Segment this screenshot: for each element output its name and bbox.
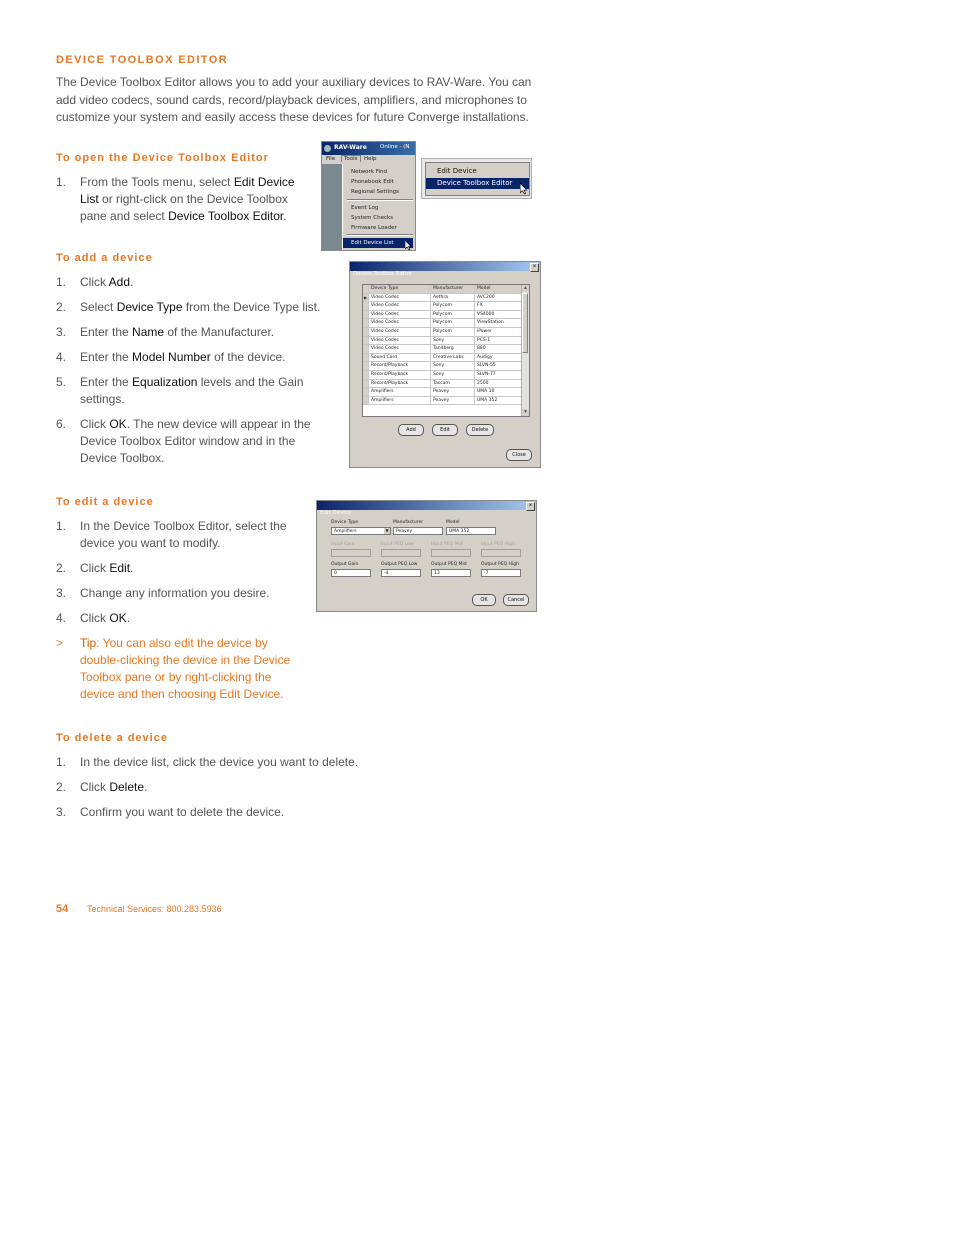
tip-text: device and then choosing Edit Device. <box>80 687 284 701</box>
step-text: Click <box>80 561 110 575</box>
delete-device-heading: To delete a device <box>56 732 168 744</box>
edit-button[interactable]: Edit <box>432 424 458 436</box>
step-text: In the Device Toolbox Editor, select the <box>80 519 287 533</box>
footer-text: Technical Services: 800.283.5936 <box>87 904 222 914</box>
ui-term: Device Toolbox Editor <box>168 209 284 223</box>
menubar <box>322 155 415 164</box>
manufacturer-cell: Peavey <box>431 397 475 406</box>
output-peq-high-label: Output PEQ High <box>481 562 519 567</box>
delete-button[interactable]: Delete <box>466 424 494 436</box>
step-text: Enter the <box>80 375 133 389</box>
menu-item-edit-device-list[interactable]: Edit Device List <box>343 238 413 248</box>
output-peq-mid-label: Output PEQ Mid <box>431 562 467 567</box>
manufacturer-cell: Polycom <box>431 302 475 311</box>
step-number: 3. <box>56 586 67 600</box>
step-text: Click <box>80 611 110 625</box>
output-peq-high-field[interactable]: -7 <box>481 569 521 577</box>
device-type-cell: Video Codec <box>369 328 431 337</box>
ui-term: List <box>80 192 99 206</box>
step-number: 3. <box>56 325 67 339</box>
table-row[interactable] <box>363 388 522 397</box>
output-peq-mid-field[interactable]: 13 <box>431 569 471 577</box>
table-row[interactable] <box>363 362 522 371</box>
app-titlebar <box>322 142 415 155</box>
step-text: . <box>130 275 134 289</box>
table-row[interactable] <box>363 294 522 303</box>
mouse-pointer-icon <box>405 240 413 251</box>
close-icon[interactable]: × <box>530 263 539 272</box>
device-type-cell: Video Codec <box>369 311 431 320</box>
grid-header <box>363 285 522 294</box>
tools-menu-screenshot <box>321 141 416 251</box>
step-text: settings. <box>80 392 125 406</box>
step-text: Confirm you want to delete the device. <box>80 805 285 819</box>
input-peq-high-field[interactable] <box>481 549 521 557</box>
device-type-cell: Record/Playback <box>369 380 431 389</box>
input-gain-label: Input Gain <box>331 542 355 547</box>
manufacturer-label: Manufacturer <box>393 520 424 525</box>
tip-marker: > <box>56 636 64 650</box>
model-field[interactable]: UMA 352 <box>446 527 496 535</box>
menu-tools[interactable]: Tools <box>341 155 361 162</box>
intro-line: add video codecs, sound cards, record/playback devices, amplifiers, and microphones to <box>56 92 527 107</box>
ui-term: Edit Device <box>233 175 295 189</box>
mouse-pointer-icon <box>520 183 529 195</box>
step-text: from the Device Type list. <box>182 300 321 314</box>
manufacturer-field[interactable]: Peavey <box>393 527 443 535</box>
manufacturer-cell: Polycom <box>431 311 475 320</box>
add-step-4 <box>56 349 326 366</box>
step-text: of the Manufacturer. <box>164 325 275 339</box>
output-peq-low-label: Output PEQ Low <box>381 562 418 567</box>
manufacturer-cell: Sony <box>431 362 475 371</box>
manufacturer-cell: Sony <box>431 337 475 346</box>
step-number: 2. <box>56 561 67 575</box>
table-row[interactable] <box>363 345 522 354</box>
input-peq-high-label: Input PEQ High <box>481 542 515 547</box>
model-cell: Audigy <box>475 354 522 363</box>
device-type-value: Amplifiers <box>334 529 357 534</box>
output-peq-low-field[interactable]: -4 <box>381 569 421 577</box>
input-peq-mid-label: Input PEQ Mid <box>431 542 463 547</box>
step-number: 5. <box>56 375 67 389</box>
step-number: 1. <box>56 519 67 533</box>
step-text: Enter the <box>80 350 133 364</box>
step-text: . The new device will appear in the <box>126 417 311 431</box>
device-type-label: Device Type <box>331 520 359 525</box>
manufacturer-cell: Sony <box>431 371 475 380</box>
step-text: In the device list, click the device you want to delete. <box>80 755 359 769</box>
context-item-device-toolbox-editor[interactable]: Device Toolbox Editor <box>426 178 529 189</box>
edit-device-window <box>316 500 537 612</box>
edit-step-4 <box>56 610 306 627</box>
table-row[interactable] <box>363 302 522 311</box>
step-text: levels and the Gain <box>197 375 304 389</box>
menu-item-event-log[interactable]: Event Log <box>351 205 379 211</box>
step-number: 1. <box>56 275 67 289</box>
table-row[interactable] <box>363 328 522 337</box>
menu-divider <box>347 234 413 236</box>
device-type-cell: Video Codec <box>369 294 431 303</box>
delete-step-3 <box>56 804 356 821</box>
step-text: of the device. <box>210 350 286 364</box>
context-item-edit-device[interactable]: Edit Device <box>437 167 477 175</box>
manufacturer-cell: Peavey <box>431 388 475 397</box>
tip-label: Tip <box>80 636 97 650</box>
device-toolbox-editor-window <box>349 261 541 468</box>
step-number: 1. <box>56 755 67 769</box>
step-text: From the Tools menu, select <box>80 175 234 189</box>
device-type-cell: Record/Playback <box>369 371 431 380</box>
column-header[interactable]: Model <box>475 285 522 294</box>
intro-paragraph <box>56 74 556 127</box>
input-gain-field[interactable] <box>331 549 371 557</box>
edit-step-1 <box>56 518 306 552</box>
chevron-down-icon[interactable]: ▼ <box>385 528 389 533</box>
model-cell: UMA 10 <box>475 388 522 397</box>
model-cell: SLVN-77 <box>475 371 522 380</box>
edit-step-2 <box>56 560 306 577</box>
menu-item-phonebook-edit[interactable]: Phonebook Edit <box>351 179 394 185</box>
device-type-cell: Amplifiers <box>369 388 431 397</box>
device-type-cell: Video Codec <box>369 337 431 346</box>
table-row[interactable] <box>363 397 522 406</box>
ui-term: Model Number <box>132 350 211 364</box>
step-number: 6. <box>56 417 67 431</box>
tip-text: Toolbox pane or by right-clicking the <box>80 670 272 684</box>
close-button[interactable]: Close <box>506 449 532 461</box>
delete-step-1 <box>56 754 456 771</box>
add-step-1 <box>56 274 326 291</box>
model-cell: 880 <box>475 345 522 354</box>
step-number: 2. <box>56 780 67 794</box>
cancel-button[interactable]: Cancel <box>503 594 529 606</box>
model-cell: SLVN-55 <box>475 362 522 371</box>
edit-tip <box>56 635 316 703</box>
table-row[interactable] <box>363 371 522 380</box>
manufacturer-cell: Creative Labs <box>431 354 475 363</box>
add-button[interactable]: Add <box>398 424 424 436</box>
input-peq-low-label: Input PEQ Low <box>381 542 414 547</box>
ui-term: Equalization <box>132 375 198 389</box>
context-menu-screenshot <box>421 158 532 199</box>
column-header[interactable]: Manufacturer <box>431 285 475 294</box>
step-text: Device Toolbox Editor window and in the <box>80 434 296 448</box>
output-gain-field[interactable]: 0 <box>331 569 371 577</box>
step-number: 4. <box>56 350 67 364</box>
device-type-cell: Amplifiers <box>369 397 431 406</box>
delete-step-2 <box>56 779 356 796</box>
model-cell: FX <box>475 302 522 311</box>
ui-term: Add <box>108 275 131 289</box>
scrollbar[interactable] <box>521 285 529 416</box>
device-type-cell: Sound Card <box>369 354 431 363</box>
step-text: Device Toolbox. <box>80 451 165 465</box>
step-text: Click <box>80 780 110 794</box>
background-pane <box>322 164 342 250</box>
output-gain-label: Output Gain <box>331 562 359 567</box>
table-row[interactable] <box>363 354 522 363</box>
open-editor-heading: To open the Device Toolbox Editor <box>56 152 269 164</box>
step-text: Change any information you desire. <box>80 586 270 600</box>
ui-term: Edit <box>109 561 131 575</box>
step-text: Select <box>80 300 117 314</box>
model-cell: AVC200 <box>475 294 522 303</box>
step-text: or right-click on the Device Toolbox <box>98 192 288 206</box>
input-peq-low-field[interactable] <box>381 549 421 557</box>
menu-help[interactable]: Help <box>364 156 377 162</box>
add-step-2 <box>56 299 336 316</box>
menu-file[interactable]: File <box>326 156 336 162</box>
model-cell: UMA 352 <box>475 397 522 406</box>
manufacturer-cell: Aethra <box>431 294 475 303</box>
menu-item-firmware-loader[interactable]: Firmware Loader <box>351 225 397 231</box>
app-title: RAV-Ware <box>334 144 367 151</box>
add-step-5 <box>56 374 326 408</box>
input-peq-mid-field[interactable] <box>431 549 471 557</box>
intro-line: The Device Toolbox Editor allows you to add your auxiliary devices to RAV-Ware. You can <box>56 75 532 89</box>
tools-dropdown <box>342 164 416 250</box>
model-label: Model <box>446 520 460 525</box>
ui-term: OK <box>109 611 127 625</box>
step-text: pane and select <box>80 209 169 223</box>
context-menu <box>425 162 530 196</box>
model-cell: VS4000 <box>475 311 522 320</box>
add-step-3 <box>56 324 326 341</box>
table-row[interactable] <box>363 380 522 389</box>
model-cell: 2500 <box>475 380 522 389</box>
scroll-down-icon[interactable]: ▼ <box>523 409 528 415</box>
window-titlebar <box>317 501 536 516</box>
step-text: . <box>144 780 148 794</box>
step-text: . <box>126 611 131 625</box>
menu-divider <box>347 199 413 201</box>
step-text: . <box>130 561 134 575</box>
step-text: Enter the <box>80 325 133 339</box>
step-number: 3. <box>56 805 67 819</box>
step-number: 4. <box>56 611 67 625</box>
window-title: Device Toolbox Editor <box>353 271 413 277</box>
step-text: . <box>283 209 287 223</box>
menu-item-network-find[interactable]: Network Find <box>351 169 387 175</box>
menu-item-regional-settings[interactable]: Regional Settings <box>351 189 400 195</box>
manufacturer-cell: Polycom <box>431 328 475 337</box>
window-titlebar <box>350 262 540 277</box>
table-row[interactable] <box>363 337 522 346</box>
edit-device-heading: To edit a device <box>56 496 154 508</box>
device-type-select[interactable] <box>331 527 391 535</box>
step-text: device you want to modify. <box>80 536 221 550</box>
app-logo-icon <box>324 145 331 152</box>
ui-term: Delete <box>109 780 145 794</box>
model-cell: iPower <box>475 328 522 337</box>
add-step-6 <box>56 416 326 467</box>
scroll-thumb[interactable] <box>522 293 528 353</box>
step-number: 1. <box>56 175 67 189</box>
menu-item-system-checks[interactable]: System Checks <box>351 215 394 221</box>
column-header[interactable]: Device Type <box>369 285 431 294</box>
device-type-cell: Video Codec <box>369 345 431 354</box>
step-number: 2. <box>56 300 67 314</box>
add-device-heading: To add a device <box>56 252 153 264</box>
model-cell: ViewStation <box>475 319 522 328</box>
page-number: 54 <box>56 903 69 915</box>
step-text: Click <box>80 275 109 289</box>
manufacturer-cell: Polycom <box>431 319 475 328</box>
scroll-up-icon[interactable]: ▲ <box>523 285 528 291</box>
close-icon[interactable]: × <box>526 502 535 511</box>
manufacturer-cell: Tandberg <box>431 345 475 354</box>
ok-button[interactable]: OK <box>472 594 496 606</box>
model-cell: PCS-1 <box>475 337 522 346</box>
device-type-cell: Video Codec <box>369 302 431 311</box>
step-text: Click <box>80 417 110 431</box>
table-row[interactable] <box>363 319 522 328</box>
row-selector-arrow-icon[interactable]: ▶ <box>363 294 369 303</box>
section-title: DEVICE TOOLBOX EDITOR <box>56 54 229 66</box>
ui-term: Name <box>132 325 165 339</box>
ui-term: Device Type <box>116 300 183 314</box>
edit-step-3 <box>56 585 306 602</box>
tip-text: : You can also edit the device by <box>96 636 268 650</box>
intro-line: customize your system and easily access these devices for future Converge installations. <box>56 110 529 124</box>
device-grid <box>362 284 530 417</box>
window-title: Edit Device <box>320 510 352 516</box>
tip-text: double-clicking the device in the Device <box>80 653 291 667</box>
device-type-cell: Video Codec <box>369 319 431 328</box>
table-row[interactable] <box>363 311 522 320</box>
manufacturer-cell: Tascam <box>431 380 475 389</box>
ui-term: OK <box>109 417 127 431</box>
status-text: Online - (N <box>380 144 410 150</box>
device-type-cell: Record/Playback <box>369 362 431 371</box>
